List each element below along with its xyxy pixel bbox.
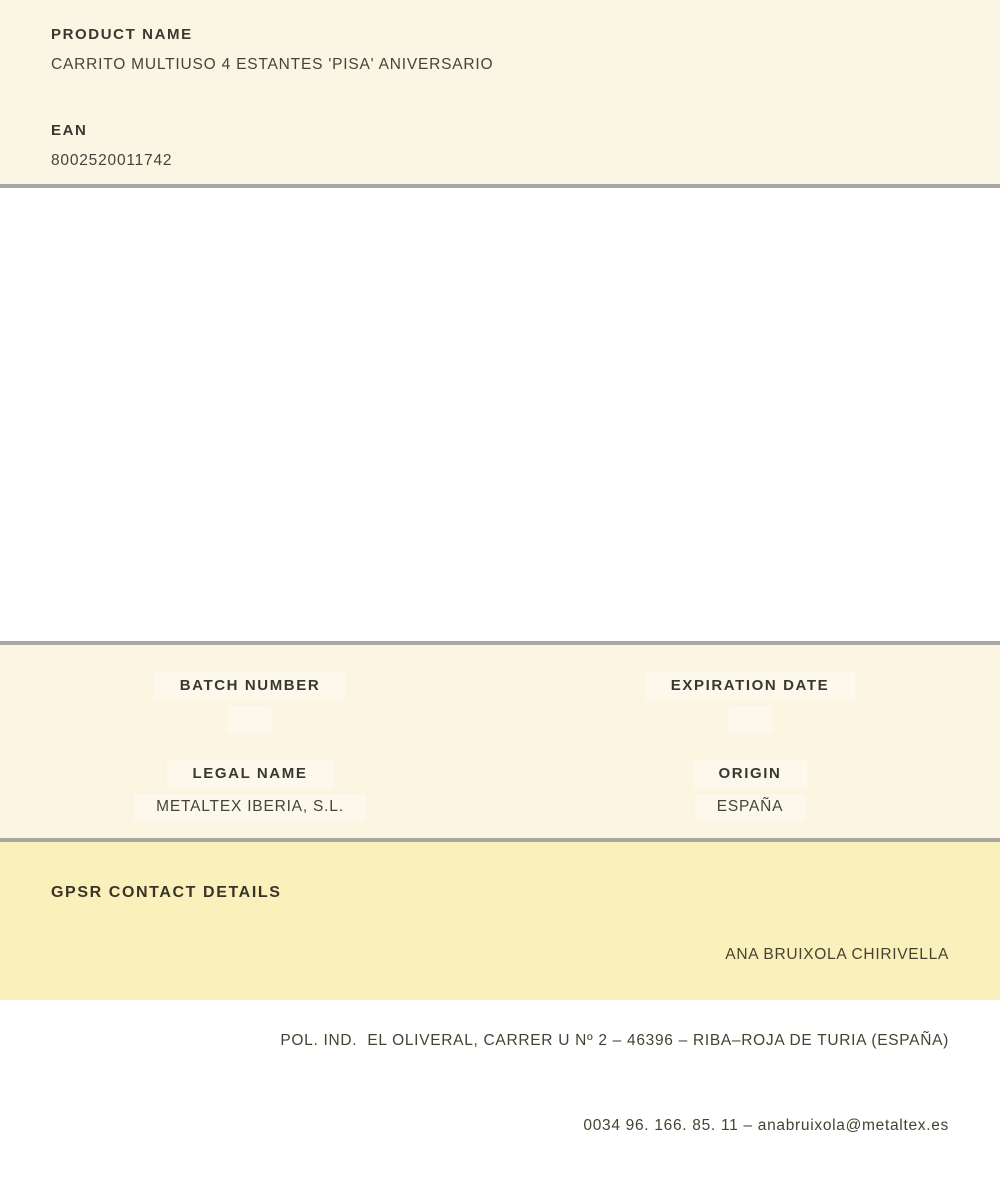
batch-number-label: BATCH NUMBER xyxy=(154,671,347,700)
empty-image-area xyxy=(0,188,1000,641)
gpsr-contact-label: GPSR CONTACT DETAILS xyxy=(51,884,282,901)
gpsr-contact-block xyxy=(49,884,949,1198)
ean-field xyxy=(51,122,949,170)
expiration-date-cell xyxy=(500,671,1000,759)
ean-label: EAN xyxy=(51,122,88,139)
origin-cell xyxy=(500,759,1000,821)
contact-person-name: ANA BRUIXOLA CHIRIVELLA xyxy=(725,946,949,963)
contact-phone-email: 0034 96. 166. 85. 11 – anabruixola@metaltex.es xyxy=(583,1117,949,1134)
origin-label: ORIGIN xyxy=(693,759,808,788)
details-grid xyxy=(0,645,1000,821)
details-section xyxy=(0,645,1000,838)
batch-number-value xyxy=(228,706,272,733)
product-name-value: CARRITO MULTIUSO 4 ESTANTES 'PISA' ANIVERSARIO xyxy=(51,56,494,73)
expiration-date-label: EXPIRATION DATE xyxy=(645,671,855,700)
product-name-field xyxy=(51,26,949,74)
contact-address: POL. IND. EL OLIVERAL, CARRER U Nº 2 – 46396 – RIBA–ROJA DE TURIA (ESPAÑA) xyxy=(280,1031,949,1049)
batch-number-cell xyxy=(0,671,500,759)
legal-name-value: METALTEX IBERIA, S.L. xyxy=(134,794,366,821)
expiration-date-value xyxy=(728,706,772,733)
legal-name-cell xyxy=(0,759,500,821)
product-header-section xyxy=(0,0,1000,184)
ean-value: 8002520011742 xyxy=(51,152,173,169)
product-name-label: PRODUCT NAME xyxy=(51,26,193,43)
origin-value: ESPAÑA xyxy=(695,794,806,821)
gpsr-contact-section xyxy=(0,842,1000,1134)
legal-name-label: LEGAL NAME xyxy=(167,759,334,788)
